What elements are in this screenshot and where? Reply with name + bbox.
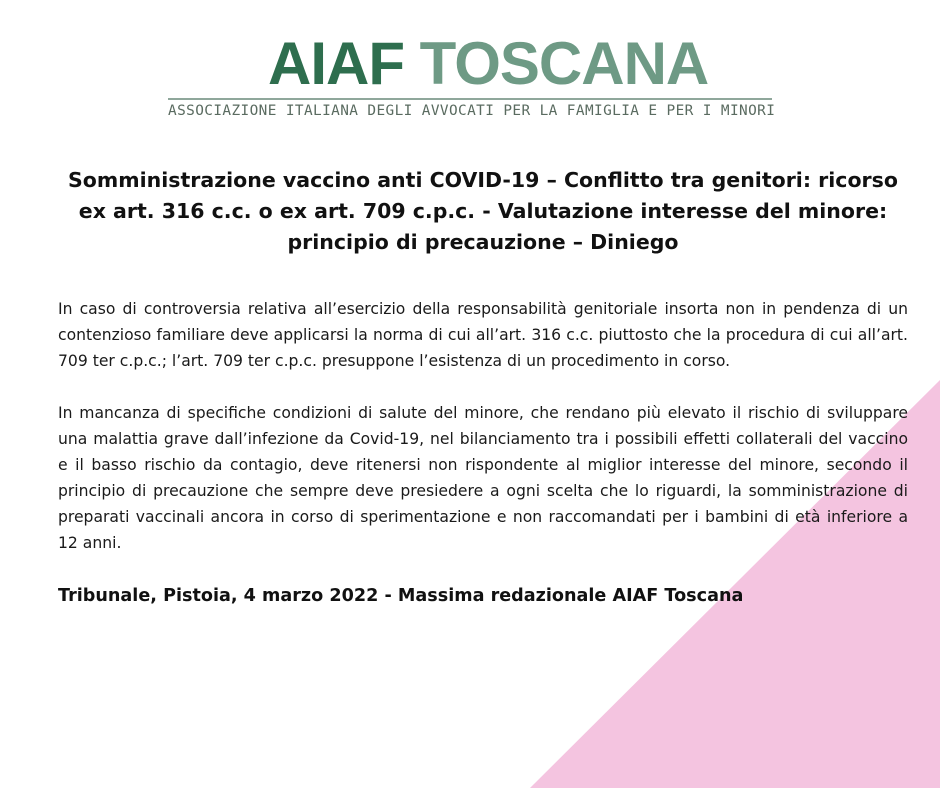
logo-toscana-text: TOSCANA	[403, 30, 709, 97]
paragraph-2: In mancanza di specifiche condizioni di salute del minore, che rendano più elevato il rischio di sviluppare una malattia grave dall’infezione da Covid-19, nel bilanciamento tra i possibili effetti collaterali del vaccino e il basso rischio da contagio, deve ritenersi non rispondente al miglior interesse del minore, secondo il principio di precauzione che sempre deve presiedere a ogni scelta che lo riguardi, la somministrazione di preparati vaccinali ancora in corso di sperimentazione e non raccomandati per i bambini di età inferiore a 12 anni.	[58, 404, 908, 552]
aiaf-toscana-logo	[0, 30, 940, 125]
paragraph-1: In caso di controversia relativa all’esercizio della responsabilità genitoriale insorta non in pendenza di un contenzioso familiare deve applicarsi la norma di cui all’art. 316 c.c. piuttosto che la procedura di cui all’art. 709 ter c.p.c.; l’art. 709 ter c.p.c. presuppone l’esistenza di un procedimento in corso.	[58, 300, 908, 370]
citation: Tribunale, Pistoia, 4 marzo 2022 - Massima redazionale AIAF Toscana	[58, 586, 744, 606]
headline: Somministrazione vaccino anti COVID-19 – Conflitto tra genitori: ricorso ex art. 316 c.c. o ex art. 709 c.p.c. - Valutazione interesse del minore: principio di precauzione – Diniego	[68, 168, 898, 254]
logo-subtitle: ASSOCIAZIONE ITALIANA DEGLI AVVOCATI PER LA FAMIGLIA E PER I MINORI	[168, 103, 776, 119]
logo-aiaf-text: AIAF	[268, 30, 404, 97]
logo-wordmark	[268, 30, 709, 97]
document-body	[58, 165, 908, 610]
